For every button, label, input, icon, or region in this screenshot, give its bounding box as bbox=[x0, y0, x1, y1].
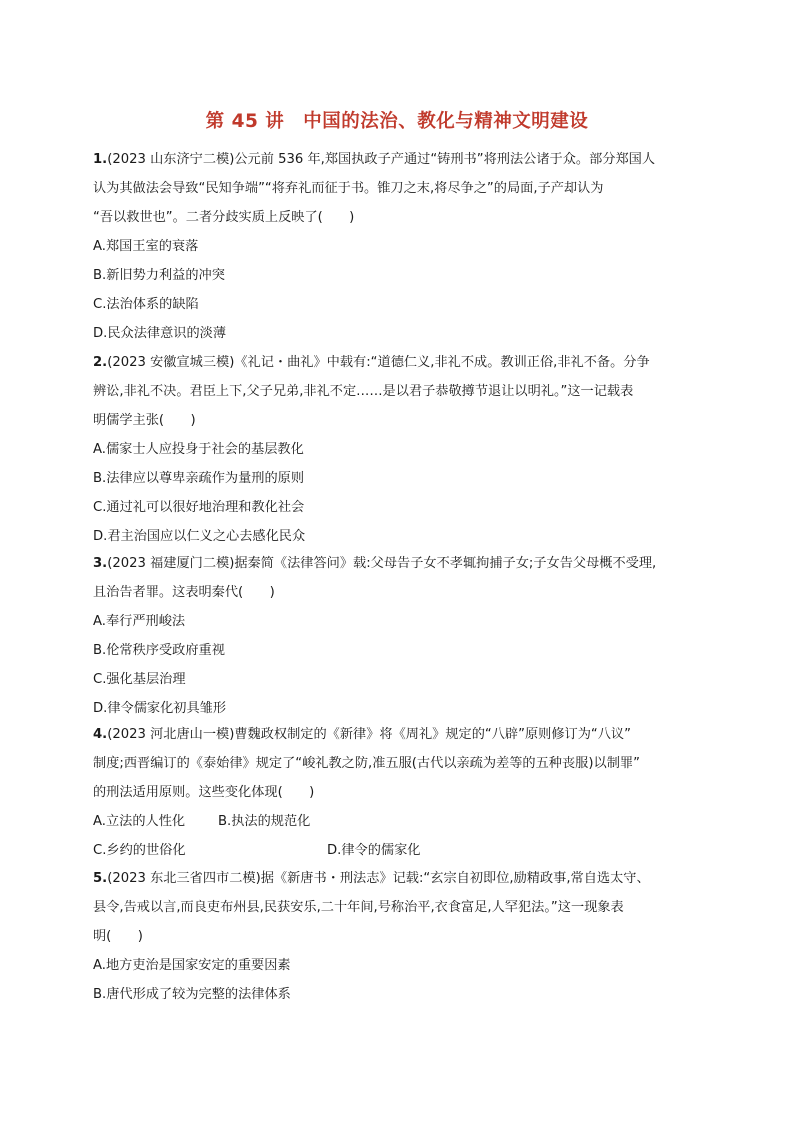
page-title: 第 45 讲 中国的法治、教化与精神文明建设 bbox=[205, 111, 589, 132]
question-2 bbox=[93, 348, 713, 551]
question-number: 5. bbox=[93, 871, 108, 886]
option-row bbox=[93, 807, 713, 836]
question-number: 3. bbox=[93, 556, 108, 571]
option-a[interactable]: A.郑国王室的衰落 bbox=[93, 239, 199, 254]
question-stem-line: 且治告者罪。这表明秦代( ) bbox=[93, 585, 275, 600]
question-stem-line: 明儒学主张( ) bbox=[93, 413, 196, 428]
option-b[interactable]: B.法律应以尊卑亲疏作为量刑的原则 bbox=[93, 471, 305, 486]
question-number: 4. bbox=[93, 727, 108, 742]
question-stem-line: “吾以救世也”。二者分歧实质上反映了( ) bbox=[93, 210, 355, 225]
question-stem-line: 明( ) bbox=[93, 929, 143, 944]
option-a[interactable]: A.立法的人性化 bbox=[93, 814, 186, 829]
question-stem-line: 3.(2023 福建厦门二模)据秦简《法律答问》载:父母告子女不孝辄拘捕子女;子女告父母概不受理, bbox=[93, 556, 657, 571]
option-c[interactable]: C.通过礼可以很好地治理和教化社会 bbox=[93, 500, 305, 515]
question-3 bbox=[93, 549, 713, 723]
option-d[interactable]: D.民众法律意识的淡薄 bbox=[93, 326, 227, 341]
option-b[interactable]: B.唐代形成了较为完整的法律体系 bbox=[93, 987, 291, 1002]
option-d[interactable]: D.律令儒家化初具雏形 bbox=[93, 701, 227, 716]
option-row bbox=[93, 836, 713, 865]
option-a[interactable]: A.儒家士人应投身于社会的基层教化 bbox=[93, 442, 304, 457]
question-4 bbox=[93, 720, 713, 865]
option-a[interactable]: A.地方吏治是国家安定的重要因素 bbox=[93, 958, 291, 973]
question-stem-line: 1.(2023 山东济宁二模)公元前 536 年,郑国执政子产通过“铸刑书”将刑法公诸于众。部分郑国人 bbox=[93, 152, 656, 167]
option-b[interactable]: B.新旧势力利益的冲突 bbox=[93, 268, 225, 283]
option-b[interactable]: B.执法的规范化 bbox=[218, 814, 311, 829]
option-c[interactable]: C.法治体系的缺陷 bbox=[93, 297, 199, 312]
option-d[interactable]: D.律令的儒家化 bbox=[327, 843, 421, 858]
question-number: 1. bbox=[93, 152, 108, 167]
question-stem-line: 的刑法适用原则。这些变化体现( ) bbox=[93, 785, 315, 800]
option-c[interactable]: C.强化基层治理 bbox=[93, 672, 186, 687]
option-c[interactable]: C.乡约的世俗化 bbox=[93, 843, 186, 858]
option-d[interactable]: D.君主治国应以仁义之心去感化民众 bbox=[93, 529, 306, 544]
question-stem-line: 认为其做法会导致“民知争端”“将弃礼而征于书。锥刀之末,将尽争之”的局面,子产却认为 bbox=[93, 181, 604, 196]
question-stem-line: 县令,告戒以言,而良吏布州县,民获安乐,二十年间,号称治平,衣食富足,人罕犯法。”这一现象表 bbox=[93, 900, 624, 915]
question-stem-line: 辨讼,非礼不决。君臣上下,父子兄弟,非礼不定……是以君子恭敬撙节退让以明礼。”这一记载表 bbox=[93, 384, 634, 399]
option-a[interactable]: A.奉行严刑峻法 bbox=[93, 614, 186, 629]
option-b[interactable]: B.伦常秩序受政府重视 bbox=[93, 643, 225, 658]
question-stem-line: 2.(2023 安徽宣城三模)《礼记・曲礼》中载有:“道德仁义,非礼不成。教训正俗,非礼不备。分争 bbox=[93, 355, 650, 370]
question-number: 2. bbox=[93, 355, 108, 370]
question-stem-line: 4.(2023 河北唐山一模)曹魏政权制定的《新律》将《周礼》规定的“八辟”原则修订为“八议” bbox=[93, 727, 631, 742]
question-stem-line: 制度;西晋编订的《泰始律》规定了“峻礼教之防,准五服(古代以亲疏为差等的五种丧服)以制罪” bbox=[93, 756, 640, 771]
question-stem-line: 5.(2023 东北三省四市二模)据《新唐书・刑法志》记载:“玄宗自初即位,励精政事,常自选太守、 bbox=[93, 871, 650, 886]
question-1 bbox=[93, 145, 713, 348]
question-5 bbox=[93, 864, 713, 1009]
